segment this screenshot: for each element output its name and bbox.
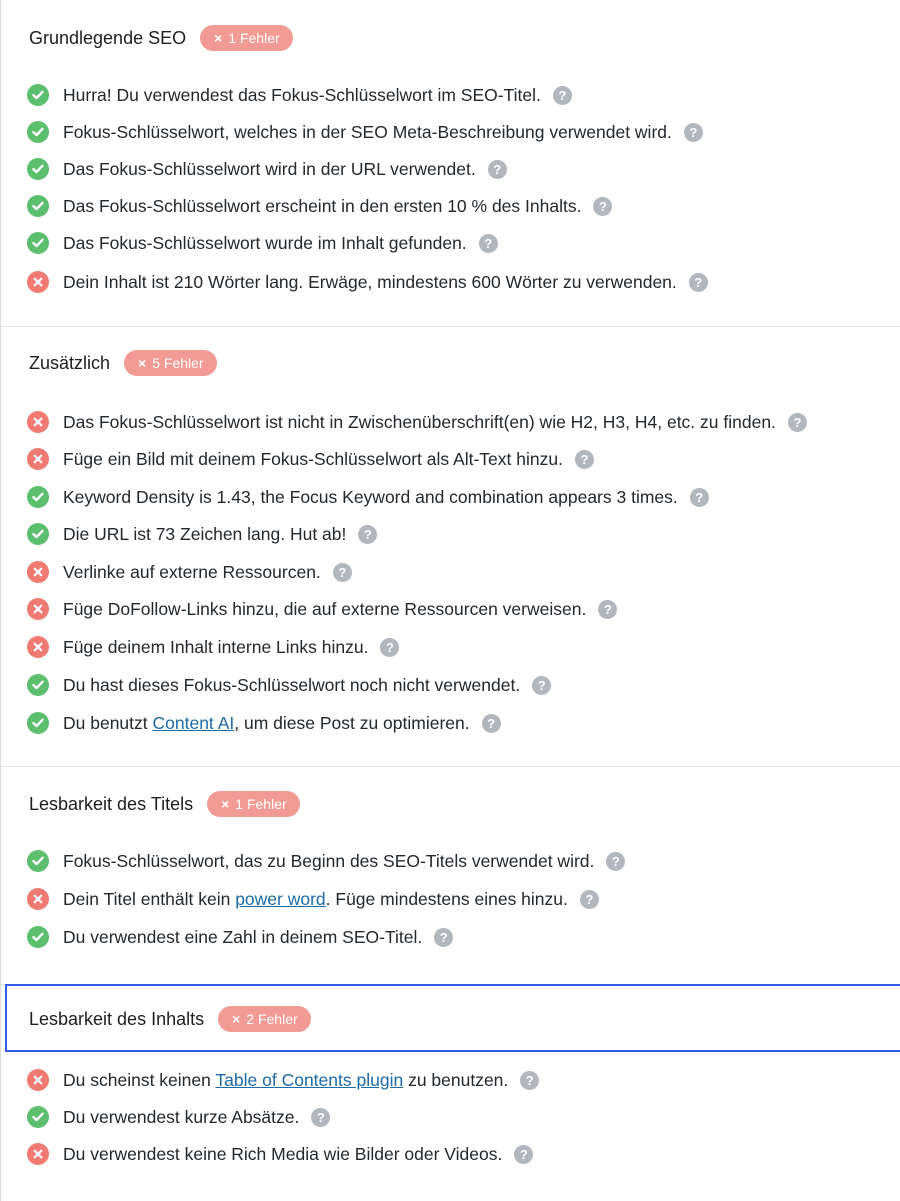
help-icon[interactable]: ? [689,273,708,292]
close-icon [27,598,49,620]
close-icon [27,271,49,293]
close-icon [27,888,49,910]
close-icon [27,561,49,583]
item-text-before: Du benutzt [63,712,153,733]
section-header[interactable] [29,343,217,383]
badge-label: 1 Fehler [235,796,287,812]
section-basic-seo [1,0,900,327]
check-item [27,118,703,146]
item-text: Das Fokus-Schlüsselwort erscheint in den ersten 10 % des Inhalts. [63,195,582,216]
check-item [27,558,352,586]
item-text: Die URL ist 73 Zeichen lang. Hut ab! [63,523,347,544]
check-item [27,923,453,951]
section-header[interactable] [29,999,311,1039]
check-icon [27,121,49,143]
check-item [27,408,807,436]
check-item [27,229,498,257]
check-item [27,847,625,875]
item-text: Du verwendest kurze Absätze. [63,1106,300,1127]
check-icon [27,926,49,948]
help-icon[interactable]: ? [479,234,498,253]
check-item [27,885,599,913]
item-text [63,713,470,734]
check-item [27,268,708,296]
item-text: Hurra! Du verwendest das Fokus-Schlüsselwort im SEO-Titel. [63,84,541,105]
section-additional [1,326,900,767]
badge-label: 1 Fehler [228,30,280,46]
item-text: Du verwendest eine Zahl in deinem SEO-Titel. [63,926,423,947]
error-badge[interactable] [124,350,217,376]
check-icon [27,712,49,734]
item-text: Dein Inhalt ist 210 Wörter lang. Erwäge, mindestens 600 Wörter zu verwenden. [63,271,677,292]
item-text: Das Fokus-Schlüsselwort ist nicht in Zwischenüberschrift(en) wie H2, H3, H4, etc. zu finden. [63,411,776,432]
section-title-readability [1,766,900,985]
close-icon: × [214,30,223,46]
check-item [27,445,594,473]
item-text: Keyword Density is 1.43, the Focus Keyword and combination appears 3 times. [63,486,678,507]
item-text: Das Fokus-Schlüsselwort wird in der URL verwendet. [63,158,476,179]
help-icon[interactable]: ? [606,852,625,871]
item-text-before: Dein Titel enthält kein [63,888,236,909]
section-title: Lesbarkeit des Titels [29,793,194,814]
help-icon[interactable]: ? [553,86,572,105]
help-icon[interactable]: ? [358,525,377,544]
check-icon [27,158,49,180]
item-text [63,1070,508,1091]
close-icon: × [232,1011,241,1027]
check-icon [27,84,49,106]
item-text-after: . Füge mindestens eines hinzu. [325,888,568,909]
help-icon[interactable]: ? [684,123,703,142]
check-item [27,671,551,699]
close-icon: × [221,796,230,812]
help-icon[interactable]: ? [482,714,501,733]
check-icon [27,674,49,696]
help-icon[interactable]: ? [593,197,612,216]
check-item [27,595,617,623]
help-icon[interactable]: ? [598,600,617,619]
item-text: Verlinke auf externe Ressourcen. [63,561,321,582]
help-icon[interactable]: ? [580,890,599,909]
help-icon[interactable]: ? [380,638,399,657]
item-text-after: , um diese Post zu optimieren. [234,712,470,733]
help-icon[interactable]: ? [333,563,352,582]
item-text: Füge ein Bild mit deinem Fokus-Schlüsselwort als Alt-Text hinzu. [63,448,563,469]
help-icon[interactable]: ? [520,1071,539,1090]
close-icon [27,448,49,470]
help-icon[interactable]: ? [514,1145,533,1164]
check-icon [27,1106,49,1128]
section-content-readability [1,984,900,1201]
close-icon [27,1069,49,1091]
error-badge[interactable] [207,791,300,817]
section-title: Grundlegende SEO [29,27,187,48]
item-text: Fokus-Schlüsselwort, das zu Beginn des SEO-Titels verwendet wird. [63,850,595,871]
check-icon [27,486,49,508]
item-text: Du verwendest keine Rich Media wie Bilder oder Videos. [63,1143,503,1164]
error-badge[interactable] [200,25,293,51]
section-header[interactable] [29,18,293,58]
item-text: Fokus-Schlüsselwort, welches in der SEO Meta-Beschreibung verwendet wird. [63,121,672,142]
check-icon [27,523,49,545]
help-icon[interactable]: ? [788,413,807,432]
check-item [27,483,709,511]
table-of-contents-link[interactable]: Table of Contents plugin [215,1069,404,1090]
help-icon[interactable]: ? [575,450,594,469]
error-badge[interactable] [218,1006,311,1032]
item-text [63,889,568,910]
section-header[interactable] [29,784,300,824]
check-item [27,1066,539,1094]
item-text-after: zu benutzen. [403,1069,509,1090]
close-icon [27,1143,49,1165]
check-item [27,1103,330,1131]
help-icon[interactable]: ? [488,160,507,179]
check-item [27,192,612,220]
check-item [27,155,507,183]
check-item [27,633,399,661]
help-icon[interactable]: ? [532,676,551,695]
check-item [27,1140,533,1168]
power-word-link[interactable]: power word [235,888,326,909]
section-title: Lesbarkeit des Inhalts [29,1008,205,1029]
check-icon [27,850,49,872]
check-item [27,81,572,109]
help-icon[interactable]: ? [690,488,709,507]
item-text: Füge DoFollow-Links hinzu, die auf externe Ressourcen verweisen. [63,598,587,619]
check-icon [27,195,49,217]
close-icon [27,636,49,658]
help-icon[interactable]: ? [311,1108,330,1127]
help-icon[interactable]: ? [434,928,453,947]
badge-label: 2 Fehler [246,1011,298,1027]
item-text: Du hast dieses Fokus-Schlüsselwort noch nicht verwendet. [63,674,521,695]
item-text: Das Fokus-Schlüsselwort wurde im Inhalt gefunden. [63,232,467,253]
section-title: Zusätzlich [29,352,111,373]
badge-label: 5 Fehler [152,355,204,371]
item-text-before: Du scheinst keinen [63,1069,216,1090]
content-ai-link[interactable]: Content AI [152,712,235,733]
close-icon: × [138,355,147,371]
check-item [27,520,377,548]
item-text: Füge deinem Inhalt interne Links hinzu. [63,636,369,657]
close-icon [27,411,49,433]
check-icon [27,232,49,254]
check-item [27,709,501,737]
